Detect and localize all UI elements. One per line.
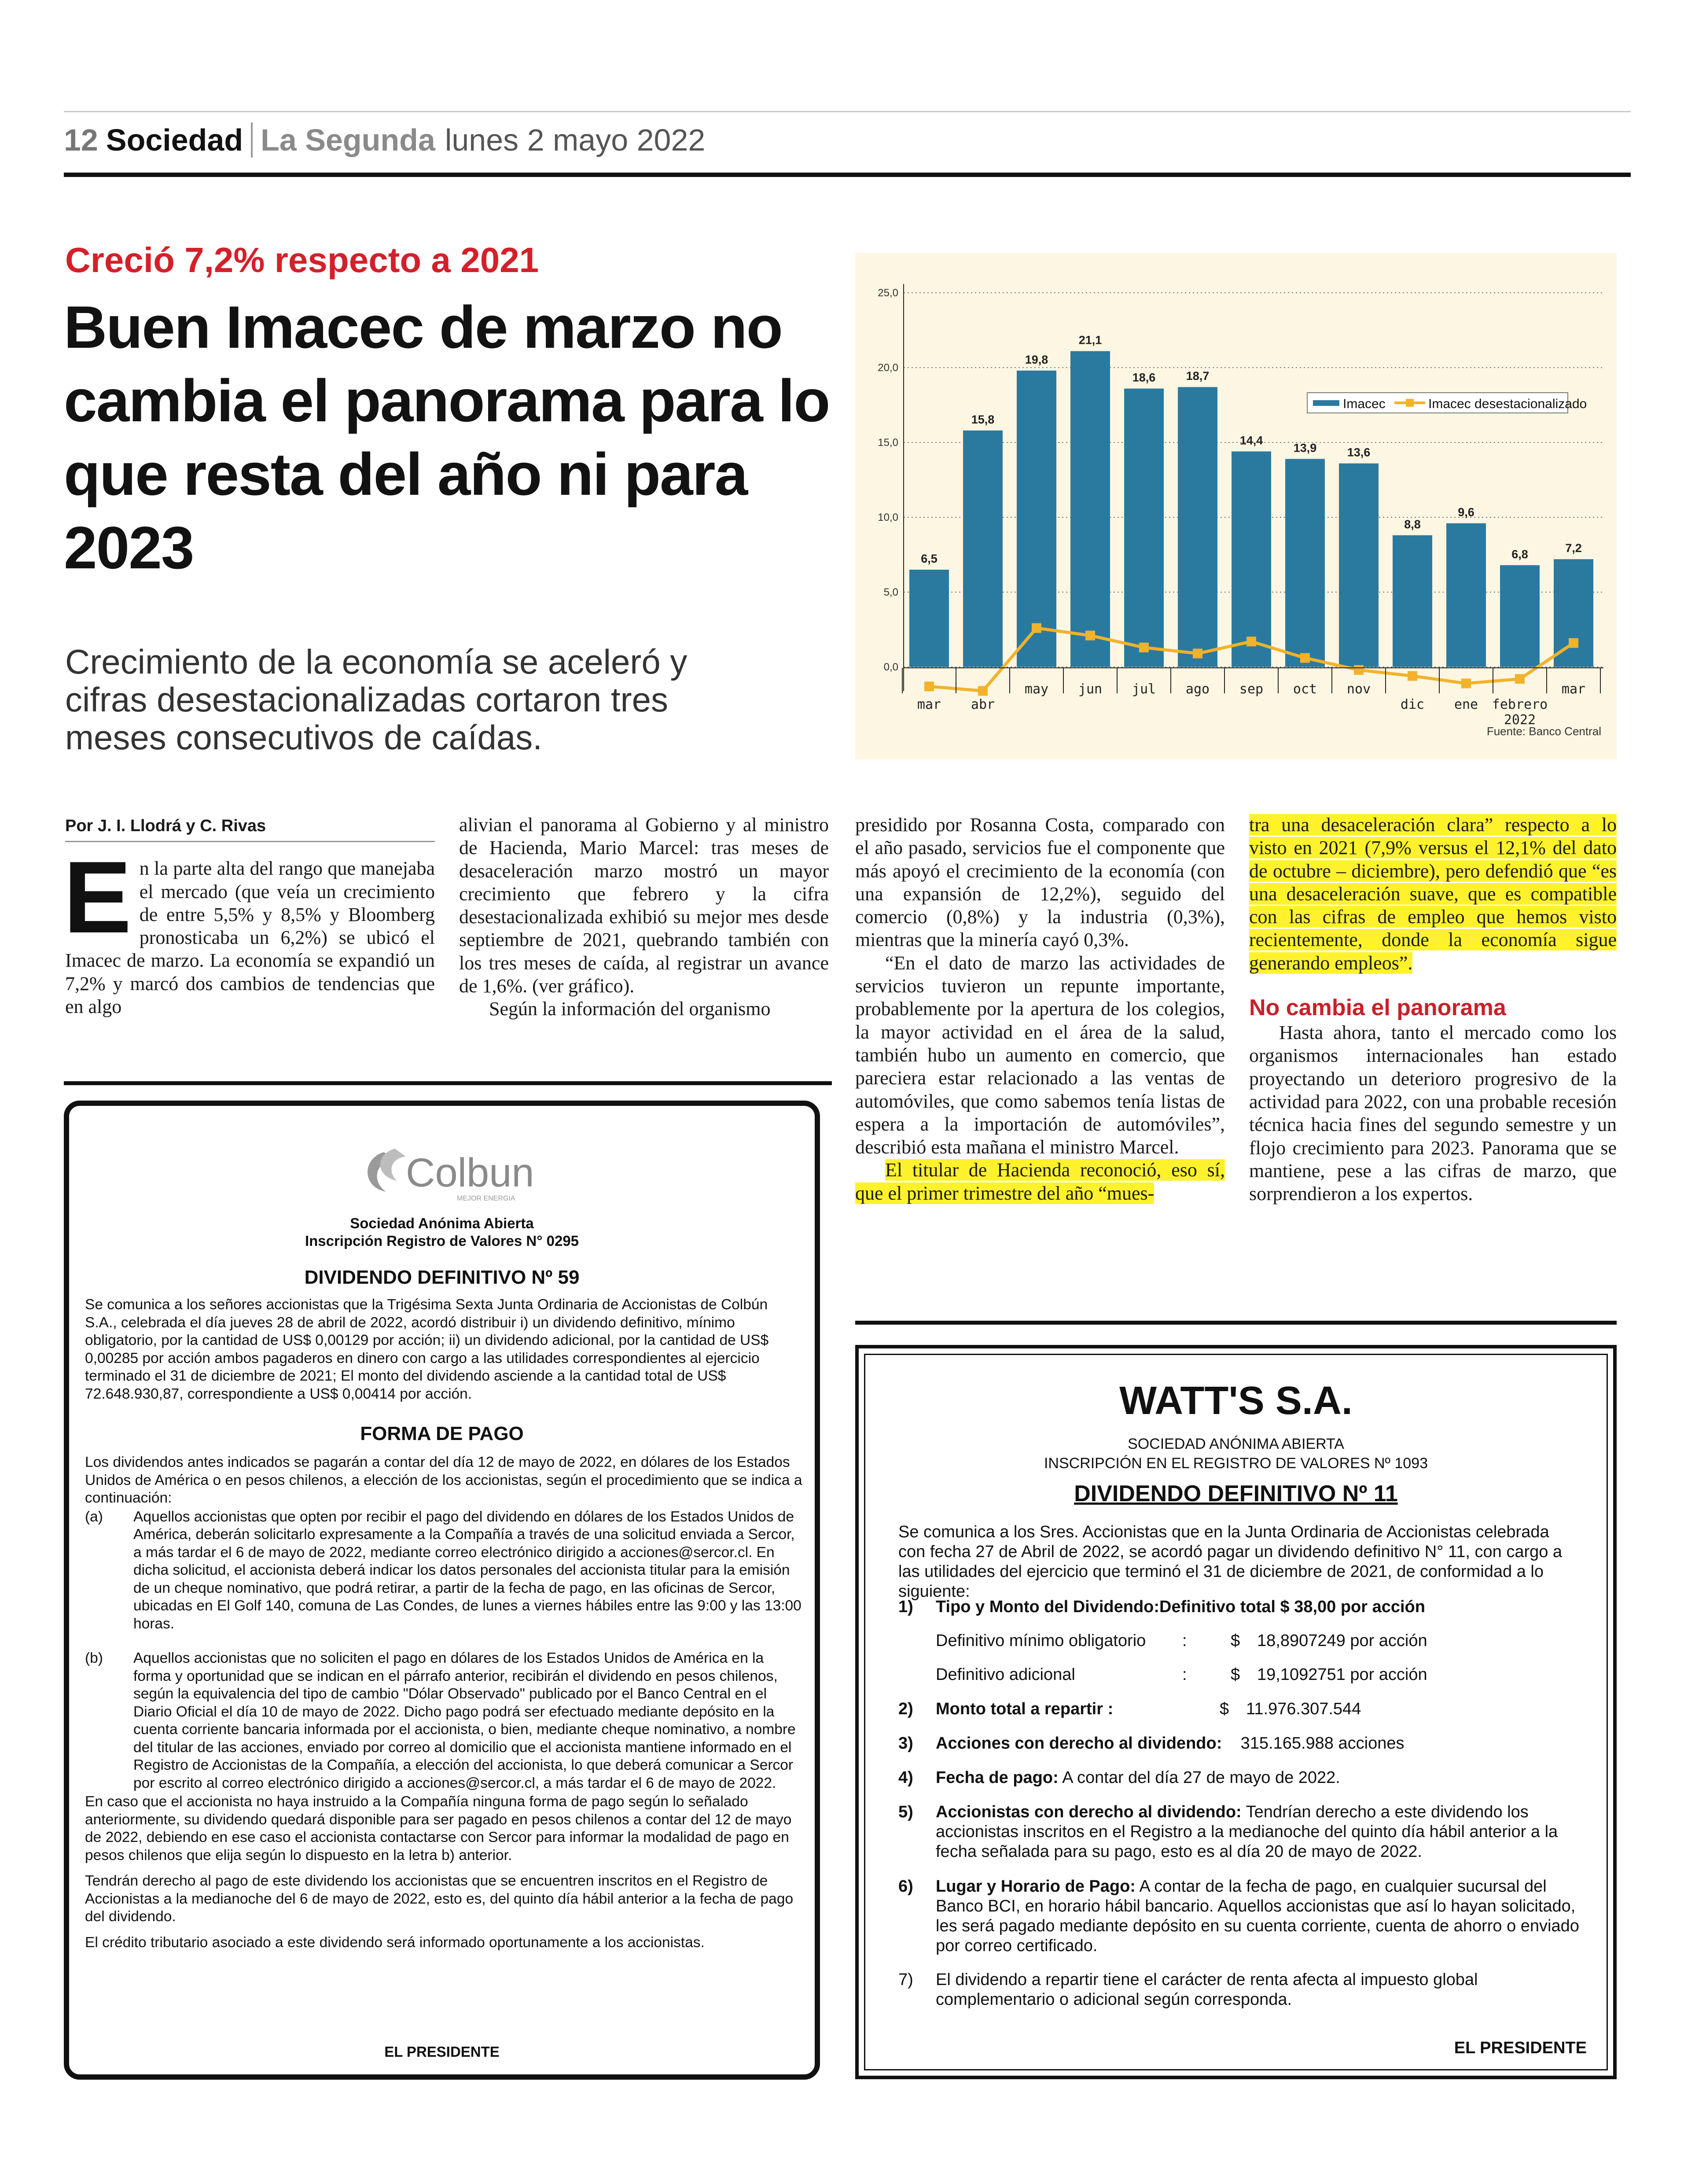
y-tick-label: 25,0 xyxy=(878,287,898,299)
bar-value-label: 13,9 xyxy=(1293,441,1317,455)
item-number: 2) xyxy=(898,1700,913,1718)
payment-intro: Los dividendos antes indicados se pagarán a contar del día 12 de mayo de 2022, en dólares de los Estados Unidos de América o en pesos chilenos, a elección de los accionistas, según el procedimiento que se indica a continuación: xyxy=(85,1454,802,1506)
sub-colon: : xyxy=(1182,1632,1187,1650)
y-tick-label: 0,0 xyxy=(883,661,898,673)
x-category-label: may xyxy=(1024,681,1049,697)
bar-imacec-3 xyxy=(1017,371,1056,667)
item-text: Tipo y Monto del Dividendo:Definitivo total $ 38,00 por acción xyxy=(936,1598,1425,1616)
line-marker xyxy=(978,686,988,696)
company-name: WATT'S S.A. xyxy=(1119,1379,1353,1423)
bar-value-label: 7,2 xyxy=(1565,541,1582,555)
sub-value: 19,1092751 por acción xyxy=(1257,1665,1427,1684)
line-marker xyxy=(1408,671,1417,681)
x-category-label: abr xyxy=(971,697,995,712)
option-label: (b) xyxy=(85,1650,103,1666)
sub-label: Definitivo adicional xyxy=(936,1665,1075,1684)
article-column-2 xyxy=(459,814,829,1021)
item-value: 11.976.307.544 xyxy=(1246,1700,1361,1718)
line-marker xyxy=(1032,623,1041,633)
article-dek: Crecimiento de la economía se aceleró y cifras desestacionalizadas cortaron tres meses consecutivos de caídas. xyxy=(65,642,688,757)
line-marker xyxy=(1193,648,1202,658)
bar-imacec-2 xyxy=(963,431,1003,667)
payment-title: FORMA DE PAGO xyxy=(360,1423,524,1444)
sub-currency: $ xyxy=(1231,1632,1240,1650)
article-divider xyxy=(64,1081,832,1085)
item-value: A contar de la fecha de pago, en cualquier sucursal del Banco BCI, en horario hábil bancario. Aquellos accionistas que así lo hayan solicitado, les será pagado mediante depósito en su cuenta corriente, cuenta de ahorro o enviado por correo certificado. xyxy=(936,1877,1579,1955)
payment-option-a xyxy=(85,1508,802,1633)
sub-value: 18,8907249 por acción xyxy=(1257,1632,1427,1650)
lead-paragraph xyxy=(63,840,435,1018)
x-category-label: jun xyxy=(1078,681,1103,697)
bar-value-label: 8,8 xyxy=(1404,517,1421,531)
header-rule xyxy=(64,173,1631,177)
y-tick-label: 20,0 xyxy=(878,362,898,374)
notice-intro: Se comunica a los Sres. Accionistas que en la Junta Ordinaria de Accionistas celebrada con fecha 27 de Abril de 2022, se acordó pagar un dividendo definitivo N° 11, con cargo a las utilidades del ejercicio que terminó el 31 de diciembre de 2021, de conformidad a lo siguiente: xyxy=(898,1523,1563,1601)
sub-colon: : xyxy=(1182,1665,1187,1684)
article-subhead: No cambia el panorama xyxy=(1249,995,1506,1021)
x-category-label: ago xyxy=(1185,681,1210,697)
item-number: 5) xyxy=(898,1803,913,1821)
bar-imacec-6 xyxy=(1178,387,1217,667)
article-headline: Buen Imacec de marzo no cambia el panorama para lo que resta del año ni para 2023 xyxy=(64,294,830,581)
item-number: 6) xyxy=(898,1877,913,1896)
sub-label: Definitivo mínimo obligatorio xyxy=(936,1632,1146,1650)
bar-imacec-1 xyxy=(909,570,949,667)
notice-title: DIVIDENDO DEFINITIVO Nº 59 xyxy=(304,1267,580,1288)
line-marker xyxy=(924,681,934,691)
paragraph: El crédito tributario asociado a este dividendo será informado oportunamente a los accionistas. xyxy=(85,1934,705,1951)
highlighted-paragraph: tra una desaceleración clara” respecto a lo visto en 2021 (7,9% versus el 12,1% del dato de octubre – diciembre), pero defendió que “es una desaceleración suave, que es compatible con las cifras de empleo que hemos visto recientemente, donde la economía sigue generando empleos”. xyxy=(1249,814,1617,974)
paragraph: Según la información del organismo xyxy=(489,998,771,1020)
header-divider xyxy=(251,122,253,158)
item-text: El dividendo a repartir tiene el carácter de renta afecta al impuesto global complementario o adicional según corresponda. xyxy=(936,1970,1478,2009)
logo-tagline: MEJOR ENERGIA xyxy=(457,1195,515,1202)
option-text: Aquellos accionistas que opten por recibir el pago del dividendo en dólares de los Estados Unidos de América, deberán solicitarlo expresamente a la Compañía a través de una solicitud enviada a Sercor, a más tardar el 6 de mayo de 2022, mediante correo electrónico dirigido a acciones@sercor.cl. En dicha solicitud, el accionista deberá indicar los datos personales del accionista titular para la emisión de un cheque nominativo, que podrá retirar, a partir de la fecha de pago, en las oficinas de Sercor, ubicadas en El Golf 140, comuna de Las Condes, de lunes a viernes hábiles entre las 9:00 y las 13:00 horas. xyxy=(133,1508,802,1632)
item-label: Lugar y Horario de Pago: xyxy=(936,1877,1136,1896)
bar-value-label: 18,6 xyxy=(1132,371,1156,384)
signature: EL PRESIDENTE xyxy=(384,2044,500,2060)
item-payment-date xyxy=(898,1768,1585,1788)
bar-value-label: 18,7 xyxy=(1186,369,1210,383)
x-category-label: oct xyxy=(1293,681,1317,697)
registry-number: INSCRIPCIÓN EN EL REGISTRO DE VALORES Nº 1093 xyxy=(1044,1455,1428,1472)
bar-imacec-5 xyxy=(1124,389,1164,667)
line-marker xyxy=(1515,674,1525,684)
line-marker xyxy=(1300,653,1310,663)
bar-imacec-8 xyxy=(1285,459,1325,667)
company-type: SOCIEDAD ANÓNIMA ABIERTA xyxy=(1128,1436,1344,1452)
x-category-label: nov xyxy=(1346,681,1371,697)
bar-imacec-7 xyxy=(1232,451,1271,667)
y-tick-label: 15,0 xyxy=(878,437,898,449)
top-rule xyxy=(64,111,1631,112)
article-column-3 xyxy=(855,814,1225,1205)
colbun-logo xyxy=(353,1134,538,1209)
x-category-label: dic xyxy=(1400,697,1425,712)
x-category-label: febrero xyxy=(1492,697,1548,712)
line-marker xyxy=(1461,678,1471,688)
payment-option-b xyxy=(85,1650,802,1792)
x-year-label: 2022 xyxy=(1504,712,1536,728)
y-tick-label: 10,0 xyxy=(878,512,898,523)
article-column-4 xyxy=(1249,814,1617,1205)
bar-value-label: 6,8 xyxy=(1511,547,1528,561)
watts-dividend-notice xyxy=(855,1345,1617,2079)
item-payment-place xyxy=(898,1877,1585,1956)
bar-value-label: 14,4 xyxy=(1239,434,1263,447)
chart-canvas xyxy=(855,253,1617,759)
logo-wordmark: Colbun xyxy=(406,1150,534,1195)
imacec-chart xyxy=(855,253,1617,759)
line-marker xyxy=(1246,637,1256,646)
bar-value-label: 9,6 xyxy=(1458,505,1474,519)
quote-paragraph: “En el dato de marzo las actividades de servicios tuvieron un repunte importante, probablemente por la apertura de los colegios, la mayor actividad en el área de la salud, también hubo un aumento en comercio, que pareciera estar relacionado a las ventas de automóviles, que como sabemos tenía listas de espera a la importación de automóviles”, describió esta mañana el ministro Marcel. xyxy=(855,952,1225,1158)
line-marker xyxy=(1354,665,1364,675)
notice-intro: Se comunica a los señores accionistas que la Trigésima Sexta Junta Ordinaria de Accionistas de Colbún S.A., celebrada el día jueves 28 de abril de 2022, acordó distribuir i) un dividendo definitivo, mínimo obligatorio, por la cantidad de US$ 0,00129 por acción; ii) un dividendo adicional, por la cantidad de US$ 0,00285 por acción ambos pagaderos en dinero con cargo a las utilidades correspondientes al ejercicio terminado el 31 de diciembre de 2021; El monto del dividendo asciende a la cantidad total de US$ 72.648.930,87, correspondiente a US$ 0,00414 por acción. xyxy=(85,1296,769,1402)
section-name: Sociedad xyxy=(106,123,243,157)
item-label: Accionistas con derecho al dividendo: xyxy=(936,1803,1242,1821)
highlighted-paragraph: El titular de Hacienda reconoció, eso sí, que el primer trimestre del año “mues- xyxy=(855,1159,1225,1204)
option-label: (a) xyxy=(85,1508,103,1525)
bar-value-label: 19,8 xyxy=(1025,353,1048,366)
bar-imacec-12 xyxy=(1500,565,1540,667)
sub-currency: $ xyxy=(1231,1665,1240,1684)
publication-name: La Segunda xyxy=(261,123,435,157)
line-marker xyxy=(1139,643,1149,652)
item-number: 4) xyxy=(898,1768,913,1787)
y-tick-label: 5,0 xyxy=(883,586,898,598)
page-header xyxy=(64,118,705,162)
paragraph: Tendrán derecho al pago de este dividendo los accionistas que se encuentren inscritos en el Registro de Accionistas a la medianoche del 6 de mayo de 2022, esto es, del quinto día hábil anterior a la fecha de pago del dividendo. xyxy=(85,1873,794,1925)
colbun-dividend-notice xyxy=(64,1101,820,2080)
bar-imacec-4 xyxy=(1070,351,1110,667)
item-number: 7) xyxy=(898,1970,913,1989)
bar-value-label: 13,6 xyxy=(1347,446,1371,459)
x-category-label: ene xyxy=(1454,697,1478,712)
bar-value-label: 21,1 xyxy=(1078,333,1102,347)
item-value: A contar del día 27 de mayo de 2022. xyxy=(1062,1768,1340,1787)
article-divider xyxy=(855,1321,1617,1325)
x-category-label: jul xyxy=(1132,681,1156,697)
article-column-1 xyxy=(65,814,435,1018)
x-category-label: sep xyxy=(1239,681,1264,697)
item-eligible-shareholders xyxy=(898,1802,1585,1862)
paragraph-text: n la parte alta del rango que manejaba el mercado (que veía un crecimiento de entre 5,5% y 8,5% y Bloomberg pronosticaba un 6,2%) se ubicó el Imacec de marzo. La economía se expandió un 7,2% y marcó dos cambios de tendencias que en algo xyxy=(65,858,435,1018)
bar-imacec-10 xyxy=(1393,535,1432,667)
item-value: 315.165.988 acciones xyxy=(1240,1734,1405,1753)
legend-label-desest: Imacec desestacionalizado xyxy=(1428,397,1587,411)
item-min-mandatory xyxy=(936,1632,1427,1650)
item-tax-note xyxy=(898,1970,1585,2010)
line-marker xyxy=(1569,638,1578,648)
item-currency: $ xyxy=(1220,1700,1229,1718)
article-kicker: Creció 7,2% respecto a 2021 xyxy=(65,240,539,280)
item-additional xyxy=(936,1665,1427,1684)
legend-label-imacec: Imacec xyxy=(1343,397,1386,411)
paragraph: presidido por Rosanna Costa, comparado con el año pasado, servicios fue el componente que más apoyó el crecimiento de la economía (con una expansión de 12,2%), seguido del comercio (0,8%) y la industria (0,3%), mientras que la minería cayó 0,3%. xyxy=(855,814,1225,951)
x-category-label: mar xyxy=(1561,681,1586,697)
issue-date: lunes 2 mayo 2022 xyxy=(445,123,706,157)
notice-title: DIVIDENDO DEFINITIVO Nº 11 xyxy=(1074,1481,1398,1506)
notice-body xyxy=(85,1454,802,1952)
item-number: 3) xyxy=(898,1734,913,1753)
line-marker xyxy=(1085,631,1095,641)
legend-marker-desest xyxy=(1406,399,1414,407)
byline: Por J. I. Llodrá y C. Rivas xyxy=(65,814,435,842)
bar-imacec-11 xyxy=(1446,523,1486,667)
legend-swatch-imacec xyxy=(1313,400,1339,406)
bar-imacec-9 xyxy=(1339,464,1379,667)
chart-source: Fuente: Banco Central xyxy=(1486,725,1601,738)
registry-number: Inscripción Registro de Valores N° 0295 xyxy=(305,1233,579,1249)
item-label: Acciones con derecho al dividendo: xyxy=(936,1734,1222,1753)
company-type: Sociedad Anónima Abierta xyxy=(350,1215,534,1231)
bar-value-label: 6,5 xyxy=(921,552,938,565)
drop-cap: E xyxy=(63,840,132,955)
item-value: Tendrían derecho a este dividendo los accionistas inscritos en el Registro a la medianoche del quinto día hábil anterior a la fecha señalada para su pago, esto es al día 20 de mayo de 2022. xyxy=(936,1803,1558,1861)
page-number: 12 xyxy=(64,123,98,157)
item-number: 1) xyxy=(898,1598,913,1616)
option-text: Aquellos accionistas que no soliciten el pago en dólares de los Estados Unidos de América en la forma y oportunidad que se indican en el párrafo anterior, recibirán el dividendo en pesos chilenos, según la equivalencia del tipo de cambio "Dólar Observado" publicado por el Banco Central en el Diario Oficial el día 10 de mayo de 2022. Dicho pago podrá ser efectuado mediante depósito en la cuenta corriente bancaria informada por el accionista, o bien, mediante cheque nominativo, a nombre del titular de las acciones, enviado por correo al domicilio que el accionista mantiene informado en el Registro de Accionistas de la Compañía, a elección del accionista, lo que deberá comunicar a Sercor por escrito al correo electrónico dirigido a acciones@sercor.cl, a más tardar el 6 de mayo de 2022. xyxy=(133,1650,796,1791)
item-label: Fecha de pago: xyxy=(936,1768,1059,1787)
signature: EL PRESIDENTE xyxy=(1454,2039,1587,2057)
x-category-label: mar xyxy=(917,697,941,712)
paragraph: En caso que el accionista no haya instruido a la Compañía ninguna forma de pago según lo señalado anteriormente, su dividendo quedará disponible para ser pagado en pesos chilenos a contar del 12 de mayo de 2022, debiendo en ese caso el accionista contactarse con Sercor para informar la modalidad de pago en pesos chilenos que elija según lo dispuesto en la letra b) anterior. xyxy=(85,1794,792,1864)
item-dividend-type xyxy=(898,1597,1585,1617)
bar-value-label: 15,8 xyxy=(971,412,995,426)
item-label: Monto total a repartir : xyxy=(936,1700,1114,1718)
paragraph: Hasta ahora, tanto el mercado como los organismos internacionales han estado proyectando un deterioro progresivo de la actividad para 2022, con una probable recesión técnica hacia fines del segundo semestre y un flojo crecimiento para 2023. Panorama que se mantiene, pese a las cifras de marzo, que sorprendieron a los expertos. xyxy=(1249,1022,1617,1205)
paragraph: alivian el panorama al Gobierno y al ministro de Hacienda, Mario Marcel: tras meses de desaceleración marzo mostró un mayor crecimiento que febrero y la cifra desestacionalizada exhibió su mejor mes desde septiembre de 2021, quebrando también con los tres meses de caída, al registrar un avance de 1,6%. (ver gráfico). xyxy=(459,814,829,997)
item-shares xyxy=(898,1734,1585,1753)
item-total-amount xyxy=(898,1699,1585,1719)
